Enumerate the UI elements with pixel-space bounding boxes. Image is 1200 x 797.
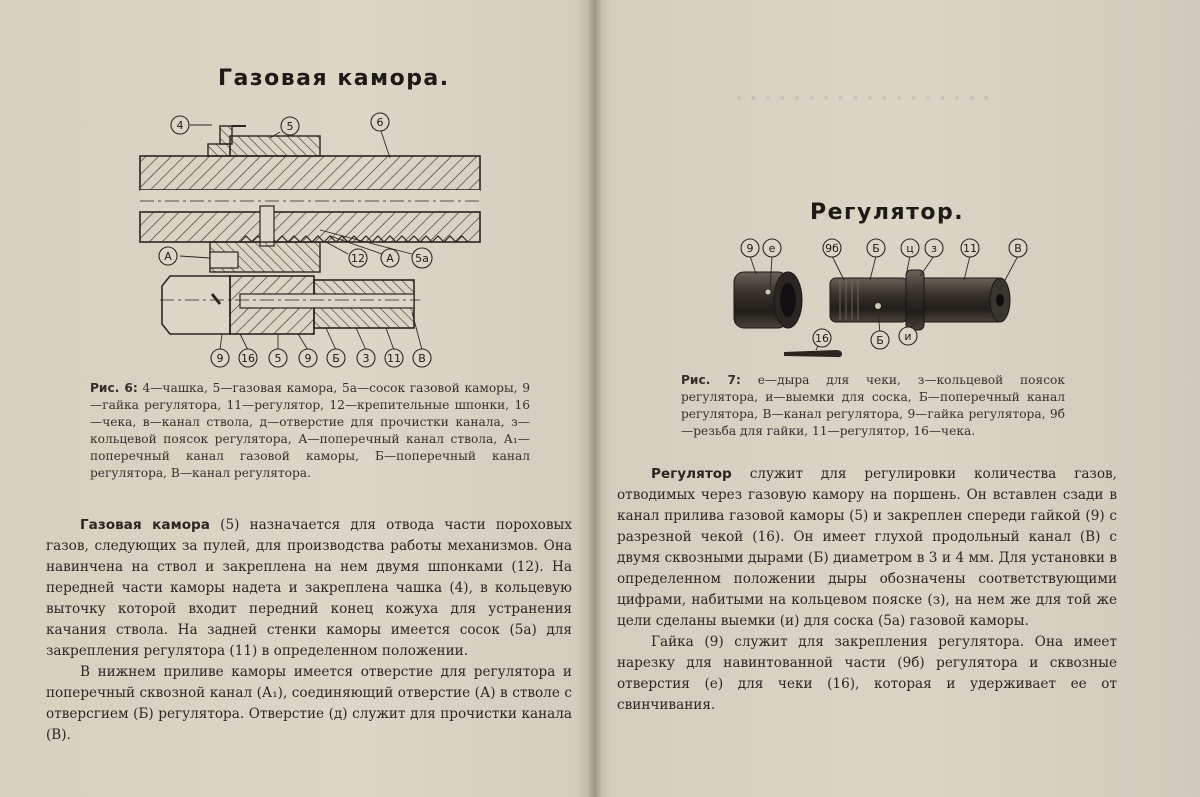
fig6-callout-d: 9	[304, 352, 312, 365]
figure-7-label: Рис. 7:	[681, 373, 741, 387]
fig7-callout-11: 11	[963, 242, 977, 255]
fig7-callout-b-top: Б	[872, 242, 880, 255]
fig7-callout-16: 16	[815, 332, 829, 345]
fig7-callout-9: 9	[746, 242, 754, 255]
fig6-callout-a: А	[386, 252, 394, 265]
fig6-callout-5: 5	[286, 120, 294, 133]
left-page	[40, 0, 580, 797]
figure-6-caption-text: 4—чашка, 5—газовая камора, 5а—сосок газовой каморы, 9—гайка регулятора, 11—регулятор, 12—крепительные шпонки, 16—чека, в—канал ствола, д—отверстие для прочистки канала, з—кольцевой поясок регулятора, А—поперечный канал ствола, А₁—поперечный канал газовой каморы, Б—поперечный канал регулятора, В—канал регулятора.	[90, 381, 530, 480]
bleed-through-text: · · · · · · · · · · · · · · · · · ·	[735, 86, 991, 110]
gas-chamber-paragraph-2: В нижнем приливе каморы имеется отверстие для регулятора и поперечный сквозной канал (А₁), соединяющий отверстие (А) в стволе с отверсгием (Б) регулятора. Отверстие (д) служит для прочистки канала (В).	[46, 664, 572, 743]
right-page	[615, 0, 1155, 797]
fig7-callout-e: е	[768, 242, 776, 255]
fig7-callout-9b: 9б	[825, 242, 839, 255]
fig6-callout-5-bottom: 5	[274, 352, 282, 365]
figure-6-svg	[130, 108, 530, 370]
regulator-paragraph-1	[617, 464, 1117, 632]
gas-chamber-lead-term: Газовая камора	[80, 517, 210, 533]
figure-7-caption	[681, 372, 1065, 440]
fig6-callout-a1: А	[164, 250, 172, 263]
regulator-lead-term: Регулятор	[651, 466, 732, 482]
gas-chamber-paragraph-1	[46, 515, 572, 662]
gas-chamber-text	[46, 515, 572, 746]
regulator-paragraph-1-text: служит для регулировки количества газов, отводимых через газовую камору на поршень. Он вставлен сзади в канал прилива газовой каморы (5) и закреплен спереди гайкой (9) с разрезной чекой (16). Он имеет глухой продольный канал (В) с двумя сквозными дырами (Б) диаметром в 3 и 4 мм. Для установки в определенном положении дыры обозначены соответствующими цифрами, набитыми на кольцевом пояске (з), на нем же для той же цели сделаны выемки (и) для соска (5а) газовой каморы.	[617, 466, 1117, 629]
regulator-paragraph-2: Гайка (9) служит для закрепления регулятора. Она имеет нарезку для навинтованной части (9б) регулятора и сквозные отверстия (е) для чеки (16), которая и удерживает ее от свинчивания.	[617, 634, 1117, 713]
fig7-callout-i: и	[904, 330, 912, 343]
fig6-callout-b: Б	[332, 352, 340, 365]
fig6-callout-11: 11	[387, 352, 401, 365]
regulator-text	[617, 464, 1117, 716]
fig7-callout-v: В	[1014, 242, 1022, 255]
fig6-callout-5a: 5а	[415, 252, 429, 265]
fig6-callout-9: 9	[216, 352, 224, 365]
figure-7-caption-text: е—дыра для чеки, з—кольцевой поясок регулятора, и—выемки для соска, Б—поперечный канал регулятора, В—канал регулятора, 9—гайка регулятора, 9б—резьба для гайки, 11—регулятор, 16—чека.	[681, 373, 1065, 438]
fig6-callout-12: 12	[351, 252, 365, 265]
fig7-callout-b-bottom: Б	[876, 334, 884, 347]
gas-chamber-paragraph-1-text: (5) назначается для отвода части пороховых газов, следующих за пулей, для производства работы механизмов. Она навинчена на ствол и закреплена на нем двумя шпонками (12). На передней части каморы надета и закреплена чашка (4), в кольцевую выточку которой входит передний конец кожуха для устранения качания ствола. На задней стенки каморы имеется сосок (5а) для закрепления регулятора (11) в определенном положении.	[46, 517, 572, 659]
fig6-callout-6: 6	[376, 116, 384, 129]
figure-6-caption	[90, 380, 530, 482]
fig7-callout-z: з	[931, 242, 937, 255]
book-gutter	[588, 0, 602, 797]
figure-7-svg	[720, 236, 1040, 366]
fig6-callout-v: В	[418, 352, 426, 365]
gas-chamber-title: Газовая камора.	[218, 66, 450, 91]
figure-6-gas-chamber-diagram	[130, 108, 530, 370]
figure-6-label: Рис. 6:	[90, 381, 138, 395]
figure-7-regulator-photo	[720, 236, 1040, 366]
fig6-callout-4: 4	[176, 119, 184, 132]
fig6-callout-16: 16	[241, 352, 255, 365]
fig6-callout-z: 3	[362, 352, 370, 365]
regulator-title: Регулятор.	[810, 200, 965, 225]
fig7-callout-ts: ц	[906, 242, 914, 255]
